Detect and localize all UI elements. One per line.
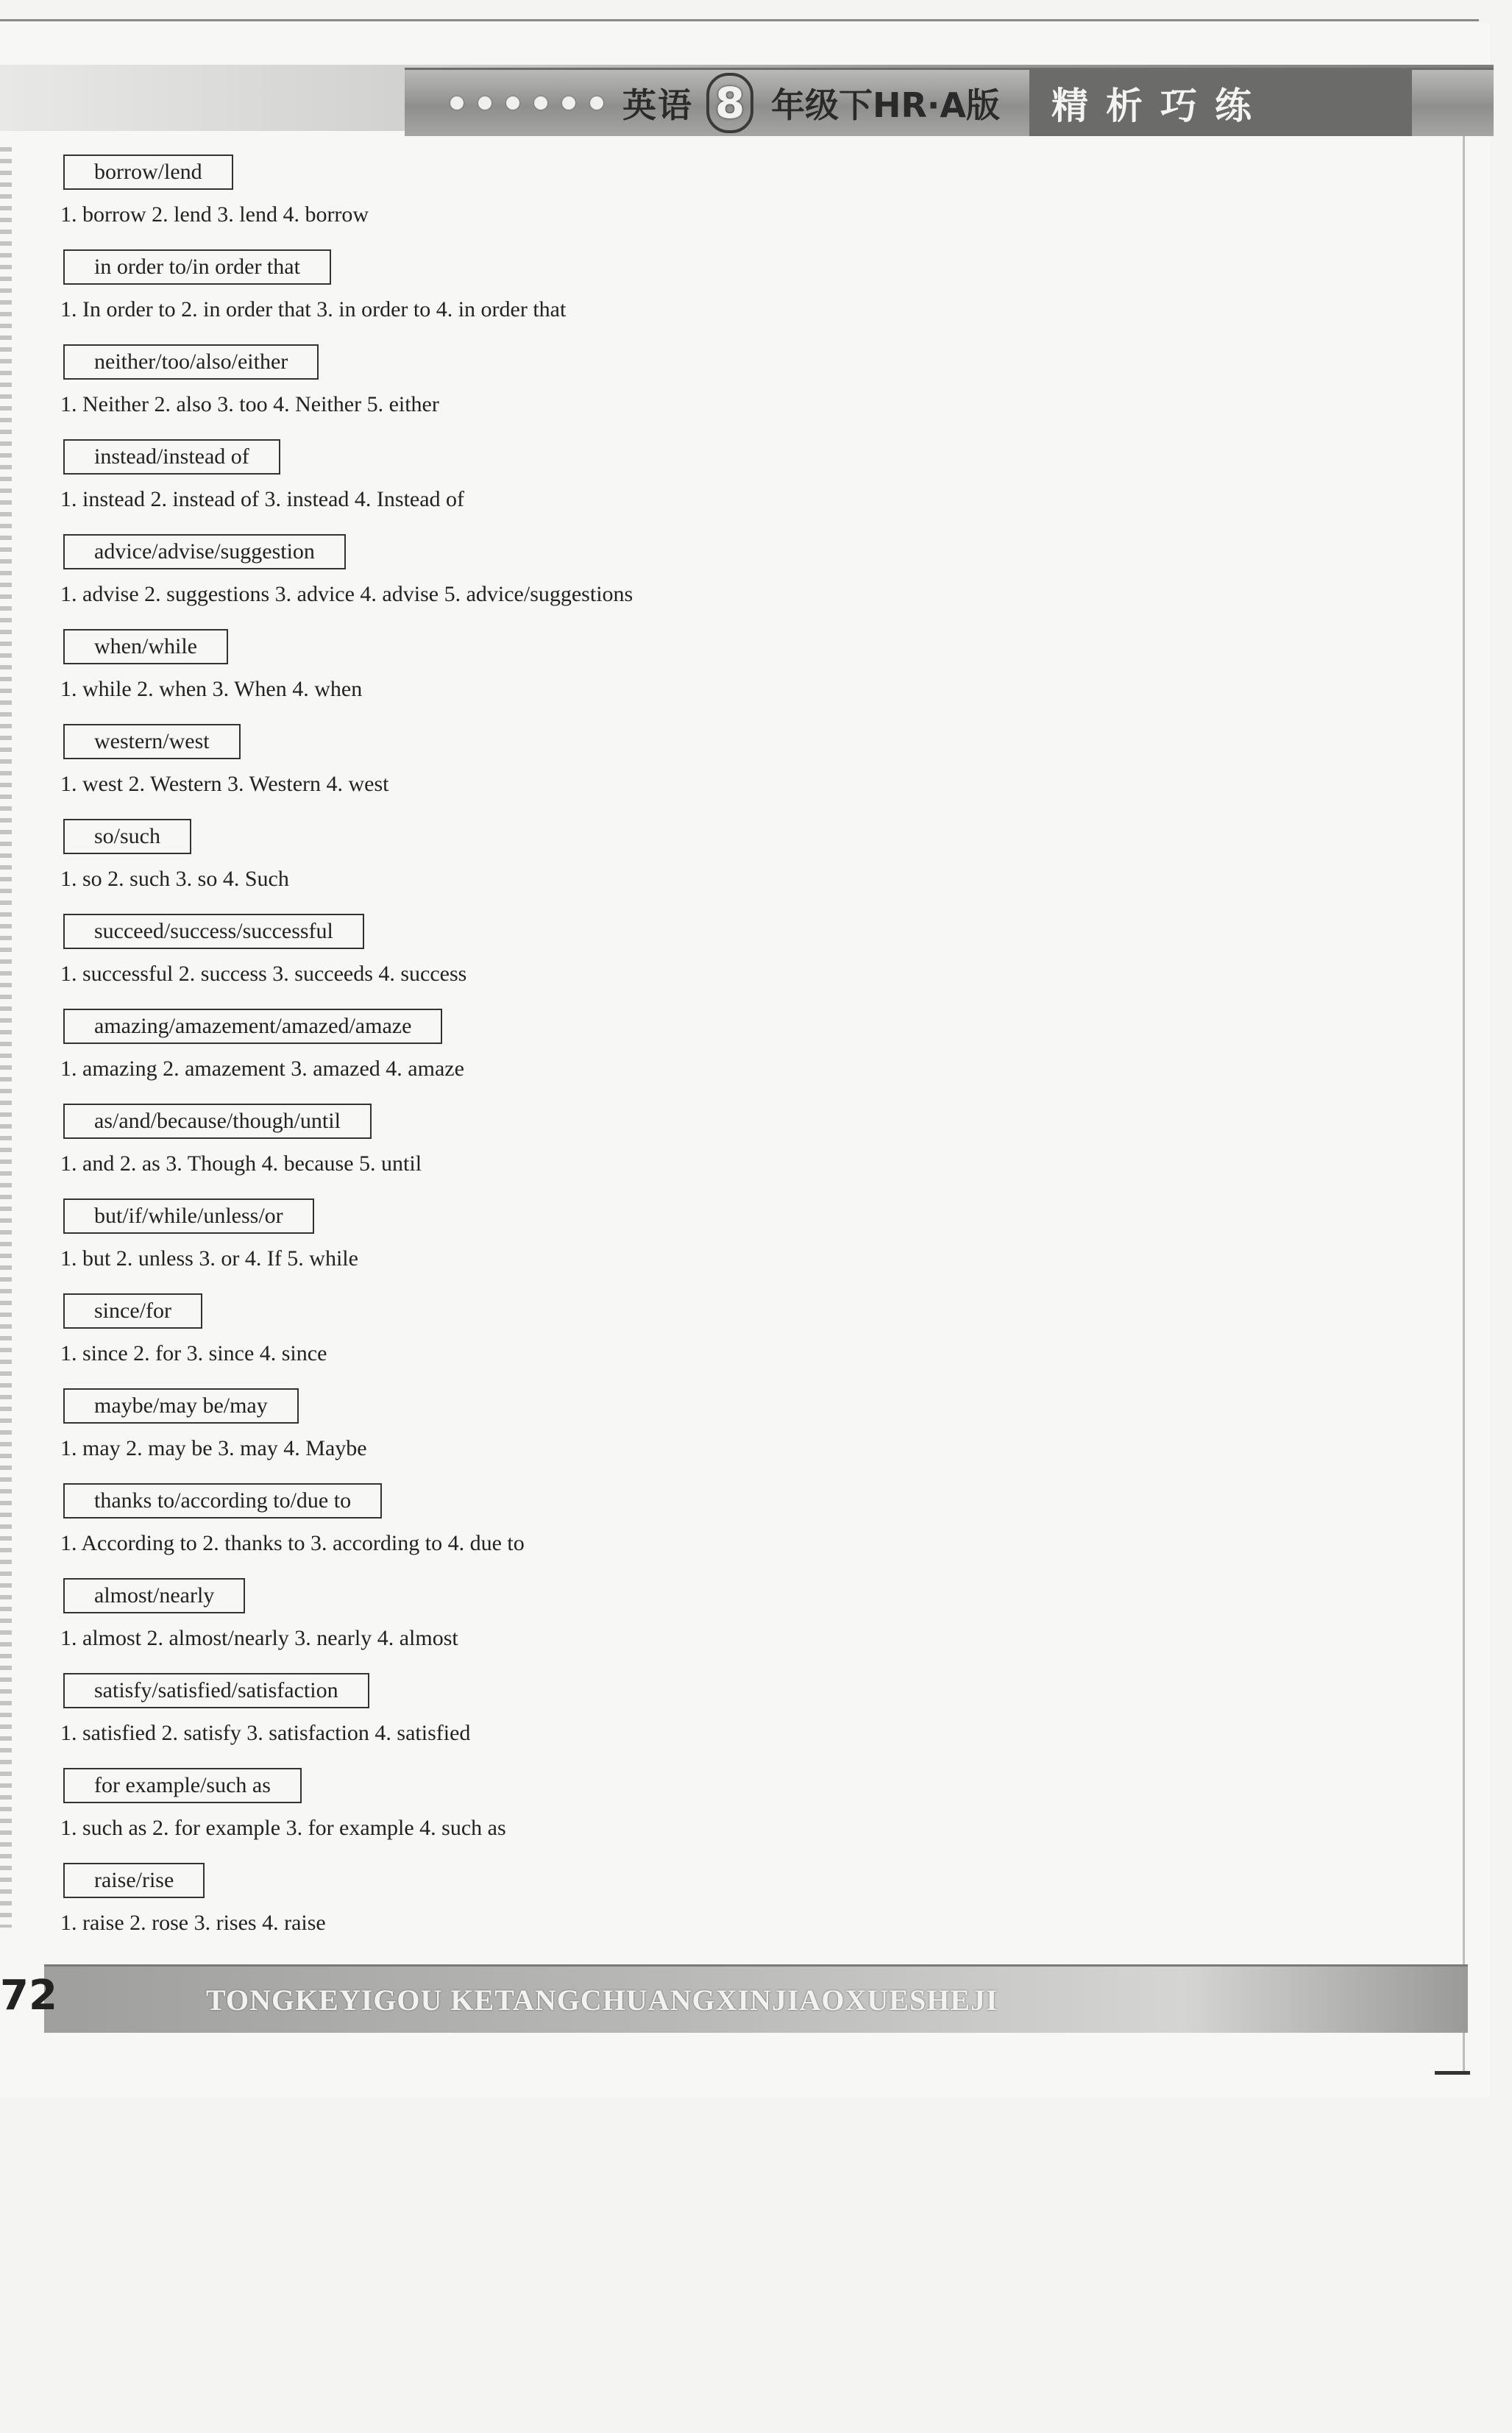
header-series: 精析巧练	[1029, 70, 1412, 136]
vocab-box: neither/too/also/either	[63, 344, 319, 380]
answer-line: 1. since 2. for 3. since 4. since	[60, 1341, 327, 1365]
answer-line: 1. raise 2. rose 3. rises 4. raise	[60, 1911, 326, 1935]
vocab-entry	[60, 1104, 1090, 1198]
binding-edge	[0, 147, 12, 1928]
vocab-box: advice/advise/suggestion	[63, 534, 346, 569]
dot-icon	[450, 96, 464, 110]
dot-icon	[590, 96, 603, 110]
vocab-entry	[60, 629, 1090, 724]
page-number: 72	[0, 1972, 57, 2020]
vocab-box: thanks to/according to/due to	[63, 1483, 382, 1519]
answer-line: 1. According to 2. thanks to 3. according to 4. due to	[60, 1531, 525, 1555]
vocab-box: satisfy/satisfied/satisfaction	[63, 1673, 369, 1708]
vocab-box: in order to/in order that	[63, 249, 331, 285]
header-subject: 英语	[622, 85, 693, 125]
dot-icon	[506, 96, 519, 110]
vocab-box: since/for	[63, 1293, 202, 1329]
page-right-edge	[1463, 118, 1465, 2075]
vocab-entry	[60, 534, 1090, 629]
vocab-box: so/such	[63, 819, 191, 854]
vocab-entry	[60, 1198, 1090, 1293]
answer-line: 1. advise 2. suggestions 3. advice 4. advise 5. advice/suggestions	[60, 582, 633, 606]
vocab-entry	[60, 249, 1090, 344]
vocab-entry	[60, 439, 1090, 534]
vocab-entry	[60, 1578, 1090, 1673]
vocab-box: maybe/may be/may	[63, 1388, 299, 1424]
vocab-box: western/west	[63, 724, 241, 759]
vocab-entry	[60, 1009, 1090, 1104]
answer-line: 1. almost 2. almost/nearly 3. nearly 4. almost	[60, 1626, 458, 1650]
vocab-entry	[60, 1768, 1090, 1863]
answer-line: 1. In order to 2. in order that 3. in order to 4. in order that	[60, 297, 567, 322]
vocab-box: for example/such as	[63, 1768, 302, 1803]
vocab-entry	[60, 1863, 1090, 1958]
answer-line: 1. west 2. Western 3. Western 4. west	[60, 772, 389, 796]
vocab-entry	[60, 819, 1090, 914]
corner-rule	[1435, 2071, 1470, 2075]
vocab-box: amazing/amazement/amazed/amaze	[63, 1009, 442, 1044]
answer-line: 1. while 2. when 3. When 4. when	[60, 677, 363, 701]
vocab-entry	[60, 724, 1090, 819]
header-dots	[450, 96, 603, 110]
answer-line: 1. instead 2. instead of 3. instead 4. Instead of	[60, 487, 465, 511]
answer-line: 1. may 2. may be 3. may 4. Maybe	[60, 1436, 367, 1460]
answer-line: 1. so 2. such 3. so 4. Such	[60, 867, 289, 891]
header-panel	[405, 68, 1494, 136]
top-rule	[0, 19, 1479, 21]
answer-line: 1. amazing 2. amazement 3. amazed 4. amaze	[60, 1056, 464, 1081]
answer-line: 1. and 2. as 3. Though 4. because 5. until	[60, 1151, 422, 1176]
header-edition: 年级下HR·A版	[771, 85, 1000, 125]
vocab-entry	[60, 914, 1090, 1009]
vocab-entry	[60, 344, 1090, 439]
vocab-entry	[60, 1293, 1090, 1388]
vocab-box: as/and/because/though/until	[63, 1104, 372, 1139]
answer-line: 1. such as 2. for example 3. for example 4. such as	[60, 1816, 506, 1840]
answer-line: 1. satisfied 2. satisfy 3. satisfaction 4. satisfied	[60, 1721, 471, 1745]
vocab-box: when/while	[63, 629, 228, 664]
vocab-box: succeed/success/successful	[63, 914, 364, 949]
vocab-box: borrow/lend	[63, 154, 233, 190]
dot-icon	[478, 96, 491, 110]
vocab-entry	[60, 1673, 1090, 1768]
vocab-box: instead/instead of	[63, 439, 280, 475]
vocab-entry	[60, 1388, 1090, 1483]
dot-icon	[534, 96, 547, 110]
dot-icon	[562, 96, 575, 110]
answer-line: 1. borrow 2. lend 3. lend 4. borrow	[60, 202, 369, 227]
answer-line: 1. but 2. unless 3. or 4. If 5. while	[60, 1246, 358, 1271]
answer-list	[60, 154, 1090, 1958]
vocab-box: but/if/while/unless/or	[63, 1198, 314, 1234]
vocab-box: almost/nearly	[63, 1578, 245, 1613]
vocab-entry	[60, 1483, 1090, 1578]
footer-band	[44, 1964, 1468, 2033]
answer-line: 1. Neither 2. also 3. too 4. Neither 5. either	[60, 392, 439, 416]
header-grade: 8	[706, 73, 753, 133]
footer-banner: TONGKEYIGOU KETANGCHUANGXINJIAOXUESHEJI	[206, 1983, 998, 2017]
vocab-box: raise/rise	[63, 1863, 205, 1898]
answer-line: 1. successful 2. success 3. succeeds 4. success	[60, 962, 467, 986]
vocab-entry	[60, 154, 1090, 249]
